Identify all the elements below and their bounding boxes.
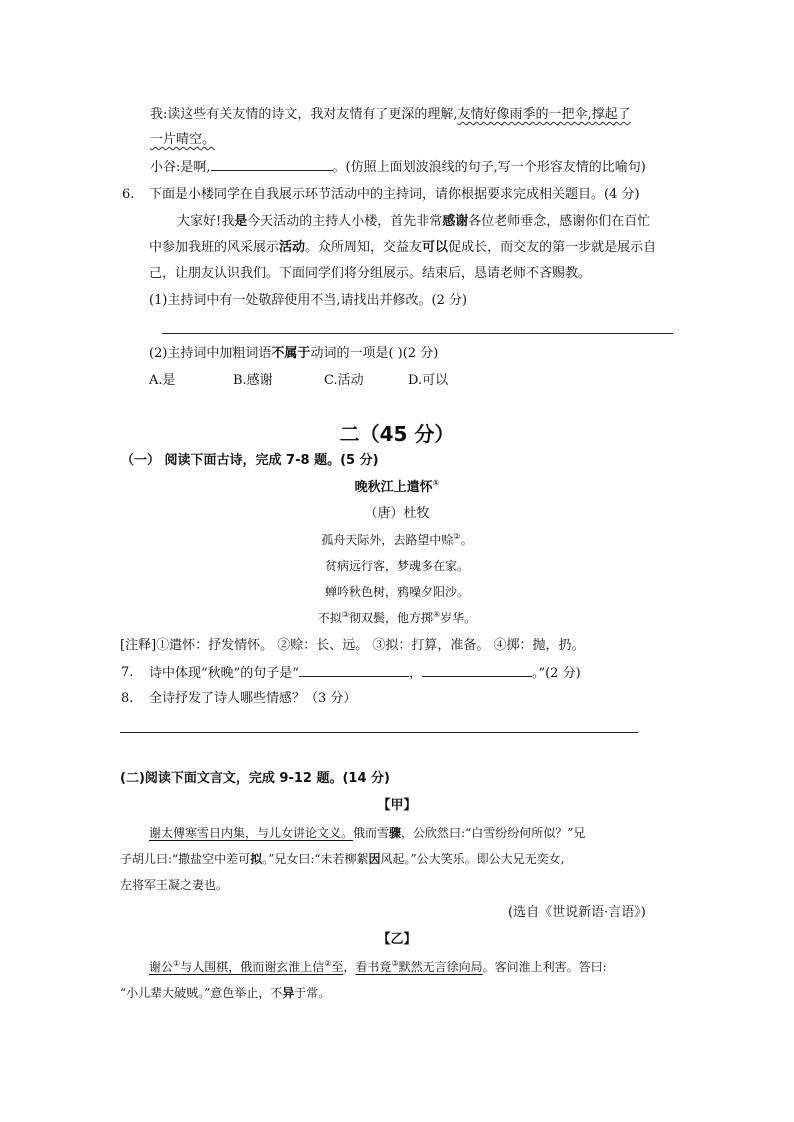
footnote-marker: ② xyxy=(453,532,461,541)
text: 。”兄女曰:“未若柳絮 xyxy=(262,852,369,866)
dialogue-line-1 xyxy=(150,106,631,124)
poem-title-text: 晚秋江上遣怀 xyxy=(354,480,433,495)
answer-line[interactable] xyxy=(162,333,673,334)
bold-word-zhou: 骤 xyxy=(389,826,402,840)
host-speech-line-3: 己，让朋友认识我们。下面同学们将分组展示。结束后，恳请老师不吝赐教。 xyxy=(149,266,592,281)
poem-line-2: 贫病远行客，梦魂多在家。 xyxy=(324,559,469,573)
sub-question-2 xyxy=(149,345,438,363)
passage-jia-line-3: 左将军王凝之妻也。 xyxy=(120,878,229,892)
bold-word-yin: 因 xyxy=(368,852,381,866)
poem-notes: [注释]①遣怀：抒发情怀。 ②赊：长、远。 ③拟：打算，准备。 ④掷：抛，扔。 xyxy=(120,638,585,653)
underlined-sentence-1 xyxy=(149,960,343,974)
text: 不拟 xyxy=(317,611,342,625)
question-8-number: 8. xyxy=(121,691,134,706)
wavy-underlined-sentence: 友情好像雨季的一把伞,撑起了 xyxy=(457,107,631,122)
poem-author: （唐）杜牧 xyxy=(364,506,430,521)
question-6-number: 6. xyxy=(122,187,135,202)
footnote-marker: ③ xyxy=(391,959,399,968)
question-7 xyxy=(149,664,581,683)
answer-line[interactable] xyxy=(120,732,638,733)
bold-word-ganxie: 感谢 xyxy=(442,214,469,229)
text: 彻双鬓，他方掷 xyxy=(348,611,433,625)
passage-jia-line-2 xyxy=(120,850,565,868)
passage-jia-line-1 xyxy=(149,824,585,842)
part-1-title: （一） 阅读下面古诗，完成 7-8 题。(5 分) xyxy=(121,453,379,468)
footnote-marker: ① xyxy=(173,959,181,968)
text: 今天活动的主持人小楼，首先非常 xyxy=(247,214,443,229)
host-speech-line-1 xyxy=(177,213,650,231)
text: 。”(2 分) xyxy=(531,666,581,681)
text: 风起。”公大笑乐。即公大兄无奕女, xyxy=(380,852,565,866)
passage-yi-line-2 xyxy=(120,984,330,1002)
text: 与人围棋，俄而谢玄淮上信 xyxy=(180,960,325,974)
text: ， xyxy=(343,960,356,974)
poem-line-1 xyxy=(0,531,794,549)
question-6-stem: 下面是小楼同学在自我展示环节活动中的主持词，请你根据要求完成相关题目。(4 分) xyxy=(149,187,640,202)
dialogue-speaker: 小谷:是啊, xyxy=(150,160,211,175)
footnote-marker: ① xyxy=(432,478,440,488)
section-heading: 二（45 分） xyxy=(339,422,455,446)
passage-jia-source: (选自《世说新语·言语》) xyxy=(508,905,646,920)
text: “小儿辈大破贼。”意色举止，不 xyxy=(120,986,283,1000)
option-d[interactable]: D.可以 xyxy=(408,373,449,388)
bold-word-shi: 是 xyxy=(234,214,248,229)
text: 俄而雪 xyxy=(353,826,390,840)
text: (2)主持词中加粗词语 xyxy=(149,346,272,361)
poem-title xyxy=(0,479,794,497)
passage-jia-label: 【甲】 xyxy=(377,798,417,813)
option-c[interactable]: C.活动 xyxy=(324,373,364,388)
footnote-marker: ③ xyxy=(341,610,349,619)
text: 中参加我班的风采展示 xyxy=(149,240,280,255)
bold-word-huodong: 活动 xyxy=(279,240,306,255)
poem-line-4 xyxy=(0,609,794,627)
text: ， xyxy=(408,666,422,681)
answer-blank[interactable] xyxy=(211,158,333,171)
bold-word-ni: 拟 xyxy=(250,852,263,866)
underlined-sentence: 谢太傅寒雪日内集，与儿女讲论文义。 xyxy=(149,826,354,840)
text: 各位老师垂念，感谢你们在百忙 xyxy=(468,214,651,229)
text: 看书竟 xyxy=(355,960,392,974)
text: ，公欣然曰:“白雪纷纷何所似？”兄 xyxy=(401,826,586,840)
question-7-number: 7. xyxy=(121,665,134,680)
text: 谢公 xyxy=(149,960,174,974)
passage-yi-label: 【乙】 xyxy=(377,932,417,947)
text: 孤舟天际外，去路望中赊 xyxy=(321,533,454,547)
dialogue-text: 我:读这些有关友情的诗文，我对友情有了更深的理解, xyxy=(150,107,458,122)
text: 岁华。 xyxy=(440,611,477,625)
host-speech-line-2 xyxy=(149,239,656,257)
answer-blank-1[interactable] xyxy=(299,664,409,677)
dialogue-line-2 xyxy=(150,131,215,149)
text: 至 xyxy=(331,960,344,974)
text: 。众所周知，交益友 xyxy=(305,240,423,255)
text: 默然无言徐向局 xyxy=(398,960,483,974)
dialogue-line-3 xyxy=(150,158,646,177)
option-b[interactable]: B.感谢 xyxy=(233,373,273,388)
passage-yi-line-1 xyxy=(149,958,607,976)
text: 诗中体现“秋晚”的句子是“ xyxy=(149,666,299,681)
question-8: 全诗抒发了诗人哪些情感？（3 分） xyxy=(149,691,357,706)
sub-question-1: (1)主持词中有一处敬辞使用不当,请找出并修改。(2 分) xyxy=(149,293,468,308)
poem-line-3: 蝉吟秋色树，鸦噪夕阳沙。 xyxy=(324,585,469,599)
text: 子胡儿曰:“撒盐空中差可 xyxy=(120,852,251,866)
text: 大家好!我 xyxy=(177,214,235,229)
part-2-title: (二)阅读下面文言文，完成 9-12 题。(14 分) xyxy=(120,771,390,786)
footnote-marker: ④ xyxy=(433,610,441,619)
text: 促成长，而交友的第一步就是展示自 xyxy=(448,240,657,255)
dialogue-instruction: 。(仿照上面划波浪线的句子,写一个形容友情的比喻句) xyxy=(332,160,646,175)
underlined-sentence-2 xyxy=(355,960,482,974)
bold-word-yi: 异 xyxy=(282,986,295,1000)
bold-word-bushuyu: 不属于 xyxy=(271,346,311,361)
text: 。 xyxy=(460,533,473,547)
answer-blank-2[interactable] xyxy=(422,664,532,677)
text: 于常。 xyxy=(294,986,331,1000)
option-a[interactable]: A.是 xyxy=(149,373,176,388)
bold-word-keyi: 可以 xyxy=(422,240,449,255)
footnote-marker: ② xyxy=(324,959,332,968)
text: 动词的一项是( )(2 分) xyxy=(310,346,439,361)
wavy-underlined-sentence-end: 一片晴空。 xyxy=(150,132,216,147)
text: 。客问淮上利害。答曰: xyxy=(482,960,607,974)
